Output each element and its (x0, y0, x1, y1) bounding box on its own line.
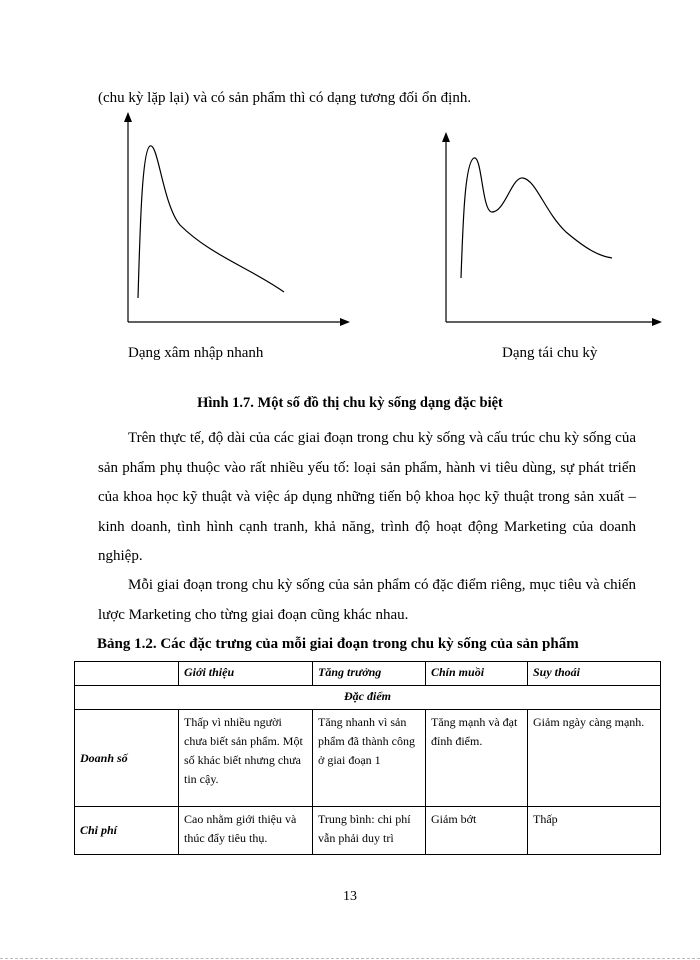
header-cell-empty (75, 662, 179, 686)
chart-left (124, 112, 350, 326)
figure-lifecycle-charts (0, 0, 700, 340)
right-x-arrow (652, 318, 662, 326)
table-cell: Thấp (528, 807, 661, 855)
row-label-chi-phi: Chi phí (75, 807, 179, 855)
left-x-arrow (340, 318, 350, 326)
table-cell: Tăng nhanh vì sản phẩm đã thành công ở giai đoạn 1 (313, 710, 426, 807)
chart-right-label: Dạng tái chu kỳ (502, 345, 598, 361)
left-curve (138, 146, 284, 298)
intro-line: (chu kỳ lặp lại) và có sản phẩm thì có dạng tương đối ổn định. (98, 90, 472, 106)
row-label-doanh-so: Doanh số (75, 710, 179, 807)
header-suy-thoai: Suy thoái (528, 662, 661, 686)
table-cell: Cao nhằm giới thiệu và thúc đẩy tiêu thụ. (179, 807, 313, 855)
table-row (75, 807, 661, 855)
table-cell: Giảm ngày càng mạnh. (528, 710, 661, 807)
right-y-arrow (442, 132, 450, 142)
header-chin-muoi: Chín muồi (426, 662, 528, 686)
table-cell: Giảm bớt (426, 807, 528, 855)
header-gioi-thieu: Giới thiệu (179, 662, 313, 686)
right-curve (461, 158, 612, 278)
page-number: 13 (343, 889, 357, 904)
table-group-row (75, 686, 661, 710)
table-cell: Thấp vì nhiều người chưa biết sản phẩm. Một số khác biết nhưng chưa tin cậy. (179, 710, 313, 807)
paragraph-1: Trên thực tế, độ dài của các giai đoạn trong chu kỳ sống và cấu trúc chu kỳ sống của sản phẩm phụ thuộc vào rất nhiều yếu tố: loại sản phẩm, hành vi tiêu dùng, sự phát triển của khoa học kỹ thuật và việc áp dụng những tiến bộ khoa học kỹ thuật trong sản xuất – kinh doanh, tình hình cạnh tranh, khả năng, trình độ hoạt động Marketing của doanh nghiệp. (98, 430, 636, 564)
table-header-row (75, 662, 661, 686)
figure-caption: Hình 1.7. Một số đồ thị chu kỳ sống dạng đặc biệt (197, 395, 503, 411)
table-title: Bảng 1.2. Các đặc trưng của mỗi giai đoạn trong chu kỳ sống của sản phẩm (97, 636, 579, 652)
paragraph-2: Mỗi giai đoạn trong chu kỳ sống của sản phẩm có đặc điểm riêng, mục tiêu và chiến lược Marketing cho từng giai đoạn cũng khác nhau. (98, 577, 636, 623)
page-bottom-divider (0, 958, 700, 959)
lifecycle-table (74, 661, 661, 855)
left-y-arrow (124, 112, 132, 122)
group-label-dac-diem: Đặc điểm (75, 686, 661, 710)
table-cell: Tăng mạnh và đạt đỉnh điểm. (426, 710, 528, 807)
table-row (75, 710, 661, 807)
chart-right (442, 132, 662, 326)
header-tang-truong: Tăng trưởng (313, 662, 426, 686)
chart-left-label: Dạng xâm nhập nhanh (128, 345, 264, 361)
table-cell: Trung bình: chi phí vẫn phải duy trì (313, 807, 426, 855)
